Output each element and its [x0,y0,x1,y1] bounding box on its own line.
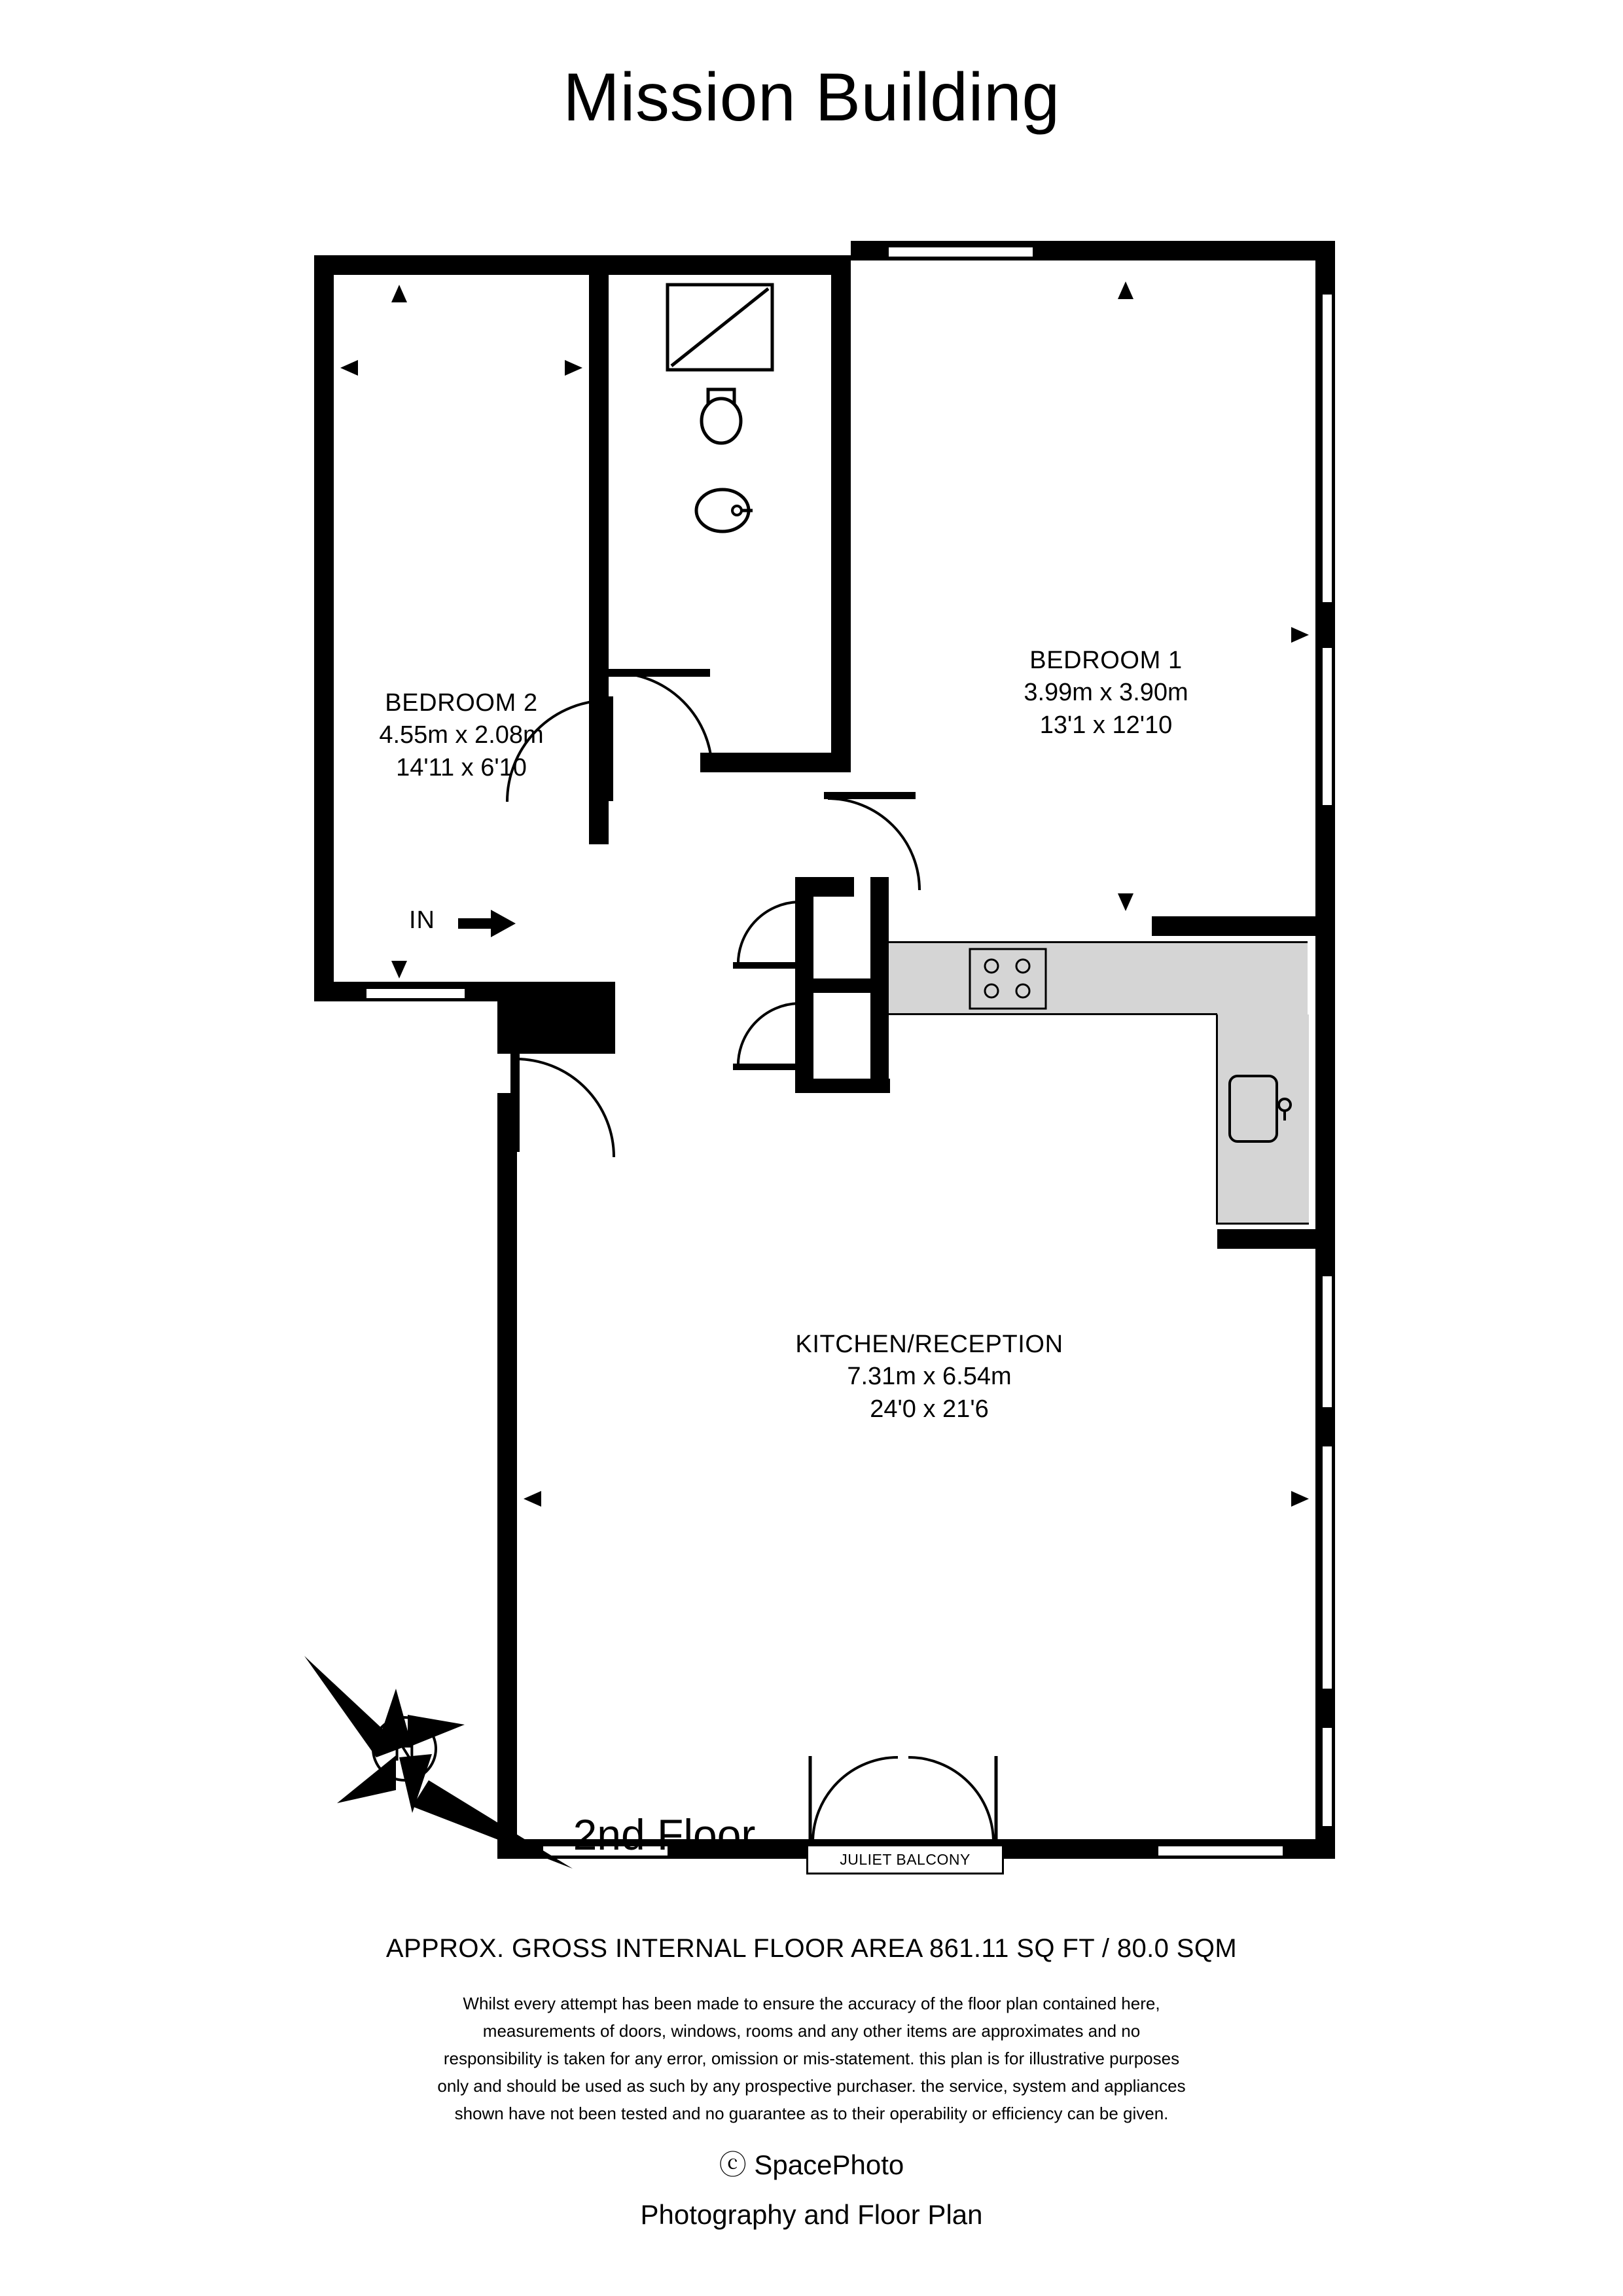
floor-caption [0,1810,1623,1859]
dimension-arrows [0,216,1623,1689]
room-label-kitchen-reception [543,1329,1315,1426]
room-dim-metric: 3.99m x 3.90m [1024,679,1188,707]
room-name: BEDROOM 1 [1029,647,1183,674]
room-dim-metric: 4.55m x 2.08m [379,721,544,749]
disclaimer-line-1: Whilst every attempt has been made to ensure the accuracy of the floor plan contained here, [463,1994,1160,2013]
floor-caption-text: 2nd Floor [573,1810,756,1859]
gross-area-text: APPROX. GROSS INTERNAL FLOOR AREA 861.11 SQ FT / 80.0 SQM [385,1934,1238,1963]
disclaimer-line-3: responsibility is taken for any error, omission or mis-statement. this plan is for illustrative purposes [443,2049,1180,2069]
disclaimer-line-4: only and should be used as such by any prospective purchaser. the service, system and appliances [437,2076,1186,2096]
room-dim-imperial: 13'1 x 12'10 [1039,711,1173,739]
room-dim-imperial: 14'11 x 6'10 [396,753,527,781]
compass-north-label: N [393,1733,416,1768]
room-name: BEDROOM 2 [385,689,538,717]
entrance-marker [409,906,435,935]
page-title: Mission Building [563,60,1060,135]
room-name: KITCHEN/RECEPTION [795,1331,1063,1358]
disclaimer-text [0,1990,1623,2128]
tagline-text: Photography and Floor Plan [640,2199,983,2230]
disclaimer-line-2: measurements of doors, windows, rooms and any other items are approximates and no [482,2021,1141,2041]
entrance-arrow-icon [458,908,517,939]
room-dim-imperial: 24'0 x 21'6 [870,1395,989,1423]
room-label-bedroom-2 [314,687,609,784]
entrance-label: IN [409,906,435,934]
room-label-bedroom-1 [897,645,1315,742]
room-dim-metric: 7.31m x 6.54m [847,1363,1012,1391]
copyright-text: ⓒ SpacePhoto [719,2149,904,2180]
disclaimer-line-5: shown have not been tested and no guarantee as to their operability or efficiency can be given. [454,2104,1169,2124]
juliet-balcony-label: JULIET BALCONY [806,1844,1004,1874]
